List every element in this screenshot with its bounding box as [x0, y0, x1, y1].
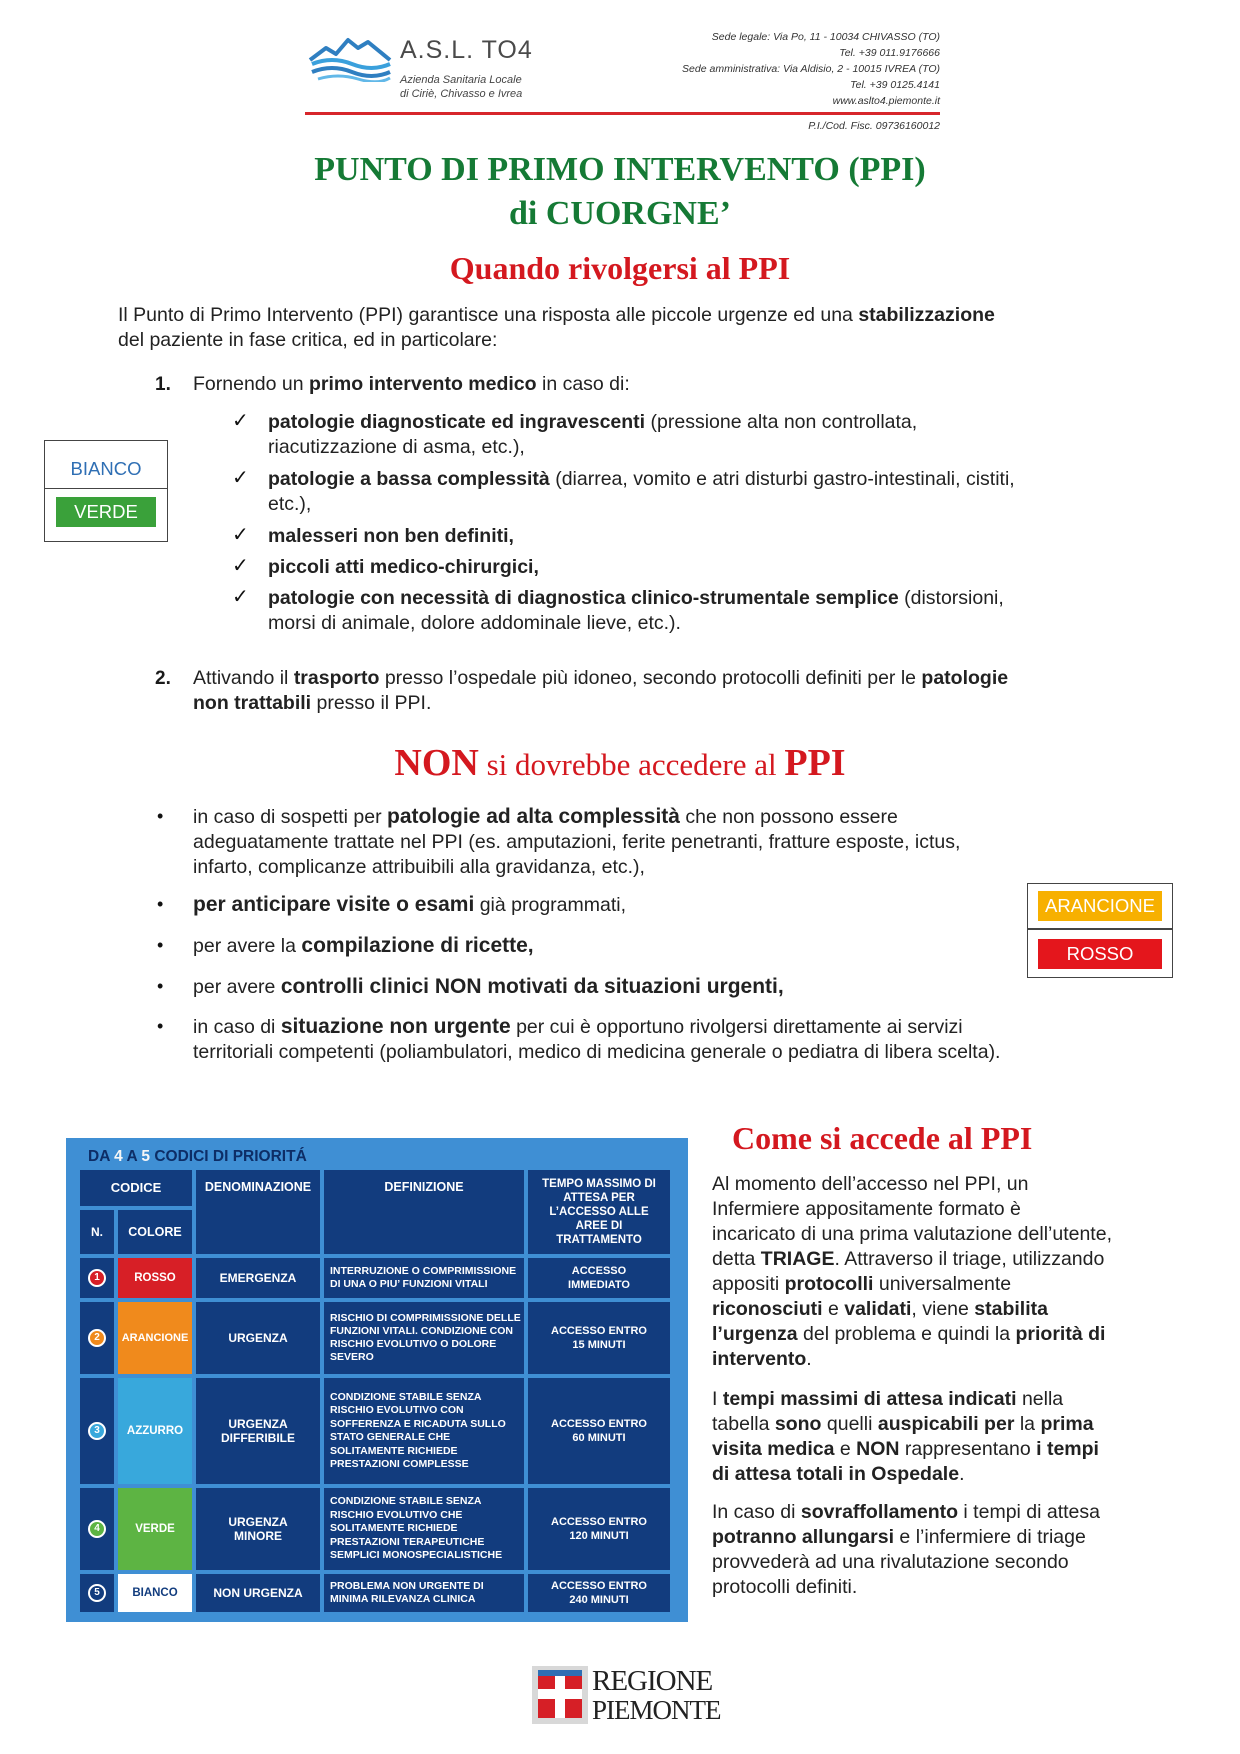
header-divider	[305, 112, 940, 115]
triage-row-3-tempo: ACCESSO ENTRO 60 MINUTI	[528, 1378, 670, 1484]
how-p3-line1-text: In caso di	[712, 1501, 801, 1523]
how-p2-line1-text: I	[712, 1388, 723, 1410]
check-item-5	[268, 586, 1148, 636]
non-item-4	[193, 974, 784, 1000]
triage-row-3-n-cell	[80, 1378, 114, 1484]
how-p1-line7-bold2: priorità di	[1015, 1323, 1106, 1345]
triage-row-5-colore: BIANCO	[118, 1574, 192, 1612]
how-p1-line8	[712, 1347, 1182, 1372]
regione-label: REGIONE	[592, 1665, 713, 1697]
list-item-1-text2: in caso di:	[536, 373, 630, 395]
checkmark-icon: ✓	[232, 586, 249, 608]
regione-piemonte-logo	[532, 1665, 721, 1725]
contact-vat: P.I./Cod. Fisc. 09736160012	[808, 120, 940, 132]
how-p3-line1-bold: sovraffollamento	[800, 1501, 959, 1523]
checkmark-icon: ✓	[232, 467, 249, 489]
non-item-5-text2: per cui è opportuno rivolgersi direttamente ai servizi	[510, 1016, 963, 1038]
list-item-2-bold2: patologie	[921, 667, 1009, 689]
non-item-5-line2: territoriali competenti (poliambulatori, medico di medicina generale o pediatra di libera scelta).	[193, 1041, 1001, 1063]
th-n: N.	[80, 1210, 114, 1254]
triage-row-1-number: 1	[88, 1269, 106, 1287]
check-item-3-bold: malesseri non ben definiti,	[268, 525, 514, 547]
low-priority-codes-box	[44, 440, 168, 542]
list-number-2: 2.	[155, 668, 171, 689]
how-p1-line1: Al momento dell’accesso nel PPI, un	[712, 1173, 1029, 1195]
intro-text-line2: del paziente in fase critica, ed in particolare:	[118, 329, 498, 351]
how-p2-line3-bold: visita medica	[712, 1438, 835, 1460]
section-title-when: Quando rivolgersi al PPI	[449, 250, 791, 286]
non-item-3-bold: compilazione di ricette,	[301, 934, 534, 957]
triage-table	[66, 1138, 688, 1622]
check-item-2	[268, 467, 1148, 517]
how-p3-line1	[712, 1500, 1182, 1525]
triage-row-4-number: 4	[88, 1520, 106, 1538]
non-item-4-bold: controlli clinici NON motivati da situazioni urgenti,	[280, 975, 784, 998]
list-item-1-text: Fornendo un	[193, 373, 310, 395]
section-title-non-ppi: PPI	[784, 742, 846, 784]
non-item-2-text: già programmati,	[474, 894, 627, 916]
codes-divider	[1028, 928, 1172, 930]
how-p3-line2-text: e l’infermiere di triage	[894, 1526, 1086, 1548]
how-p2-line3-text: e	[834, 1438, 857, 1460]
non-item-1-text: in caso di sospetti per	[193, 806, 388, 828]
list-item-2-text3: presso il PPI.	[311, 692, 432, 714]
triage-row-2-n-cell	[80, 1302, 114, 1374]
triage-row-3-definizione: CONDIZIONE STABILE SENZA RISCHIO EVOLUTIVO CON SOFFERENZA E RICADUTA SULLO STATO GENERALE CHE SOLITAMENTE RICHIEDE PRESTAZIONI COMPLESSE	[324, 1378, 524, 1484]
triage-row-4-n-cell	[80, 1488, 114, 1570]
how-p1-line4-text2: . Attraverso il triage, utilizzando	[834, 1248, 1105, 1270]
code-verde: VERDE	[56, 497, 156, 527]
how-p2-line3-bold2: NON	[856, 1438, 900, 1460]
bullet-icon: •	[157, 1016, 164, 1036]
intro-paragraph	[118, 303, 1128, 353]
how-p1-line2: Infermiere appositamente formato è	[712, 1198, 1021, 1220]
triage-row-2-tempo: ACCESSO ENTRO 15 MINUTI	[528, 1302, 670, 1374]
non-item-5-text: in caso di	[193, 1016, 281, 1038]
check-item-4-bold: piccoli atti medico-chirurgici,	[268, 556, 539, 578]
how-p1-line4-text: detta	[712, 1248, 761, 1270]
check-item-1-text: (pressione alta non controllata,	[645, 411, 918, 433]
triage-row-3-colore: AZZURRO	[118, 1378, 192, 1484]
list-item-2-bold: trasporto	[293, 667, 380, 689]
check-item-5-line2: morsi di animale, dolore addominale lieve, etc.).	[268, 612, 681, 634]
check-item-3	[268, 524, 514, 549]
non-item-1	[193, 804, 1093, 880]
how-p2-line2-bold3: prima	[1040, 1413, 1094, 1435]
triage-row-5-n-cell	[80, 1574, 114, 1612]
org-name: A.S.L. TO4	[400, 36, 533, 64]
list-item-2-bold3: non trattabili	[193, 692, 312, 714]
how-p3-line2-bold: potranno allungarsi	[712, 1526, 895, 1548]
page-title-line2: di CUORGNE’	[509, 195, 731, 232]
section-title-non	[0, 743, 1240, 785]
list-number-1: 1.	[155, 374, 171, 395]
how-p3-line4: protocolli definiti.	[712, 1576, 858, 1598]
piemonte-label: PIEMONTE	[592, 1695, 721, 1725]
asl-logo-icon	[308, 34, 392, 82]
th-codice: CODICE	[80, 1170, 192, 1206]
triage-row-5-number: 5	[88, 1584, 106, 1602]
high-priority-codes-box	[1027, 883, 1173, 978]
checkmark-icon: ✓	[232, 555, 249, 577]
triage-table-title	[74, 1146, 680, 1168]
check-item-4	[268, 555, 539, 580]
code-arancione: ARANCIONE	[1038, 891, 1162, 921]
how-p1-line6-bold: riconosciuti	[712, 1298, 823, 1320]
bullet-icon: •	[157, 894, 164, 914]
how-p1-line5-text: appositi	[712, 1273, 785, 1295]
check-item-5-text: (distorsioni,	[898, 587, 1004, 609]
check-item-1-bold: patologie diagnosticate ed ingravescenti	[268, 411, 646, 433]
triage-title-post: CODICI DI PRIORITÁ	[150, 1148, 307, 1165]
non-item-1-bold: patologie ad alta complessità	[387, 805, 680, 828]
how-p1-line6-bold2: validati	[844, 1298, 912, 1320]
contact-legal-address: Sede legale: Via Po, 11 - 10034 CHIVASSO (TO)	[711, 31, 940, 43]
how-p2-line4-text: .	[959, 1463, 965, 1485]
checkmark-icon: ✓	[232, 524, 249, 546]
triage-row-1-tempo: ACCESSO IMMEDIATO	[528, 1258, 670, 1298]
triage-row-3-denominazione: URGENZA DIFFERIBILE	[196, 1378, 320, 1484]
triage-title-n5: 5	[141, 1148, 151, 1165]
how-p2-line3	[712, 1437, 1182, 1462]
th-colore: COLORE	[118, 1210, 192, 1254]
section-title-non-word: NON	[394, 742, 479, 784]
triage-row-1-denominazione: EMERGENZA	[196, 1258, 320, 1298]
triage-title-n4: 4	[114, 1148, 123, 1165]
list-item-1	[193, 372, 630, 397]
section-title-how: Come si accede al PPI	[732, 1120, 1033, 1156]
check-item-2-line2: etc.),	[268, 493, 312, 515]
how-p3-line3: provvederà ad una rivalutazione secondo	[712, 1551, 1069, 1573]
code-rosso: ROSSO	[1038, 939, 1162, 969]
how-p1-line4-bold: TRIAGE	[760, 1248, 835, 1270]
how-p2-line2-bold: sono	[774, 1413, 822, 1435]
how-p1-line3: incaricato di una prima valutazione dell’utente,	[712, 1223, 1112, 1245]
how-p2-line1-bold: tempi massimi di attesa indicati	[722, 1388, 1017, 1410]
checkmark-icon: ✓	[232, 410, 249, 432]
how-p2-line2-bold2: auspicabili per	[877, 1413, 1015, 1435]
th-denominazione: DENOMINAZIONE	[196, 1170, 320, 1254]
bullet-icon: •	[157, 935, 164, 955]
non-item-1-line2: adeguatamente trattate nel PPI (es. amputazioni, ferite penetranti, fratture esposte, ictus,	[193, 831, 961, 853]
non-item-5-bold: situazione non urgente	[280, 1015, 511, 1038]
check-item-1-line2: riacutizzazione di asma, etc.),	[268, 436, 525, 458]
org-subtitle-line2: di Ciriè, Chivasso e Ivrea	[400, 88, 523, 100]
intro-bold: stabilizzazione	[858, 304, 995, 326]
how-p2-line3-text2: rappresentano	[899, 1438, 1037, 1460]
triage-row-2-definizione: RISCHIO DI COMPRIMISSIONE DELLE FUNZIONI VITALI. CONDIZIONE CON RISCHIO EVOLUTIVO O DOLORE SEVERO	[324, 1302, 524, 1374]
triage-row-1-definizione: INTERRUZIONE O COMPRIMISSIONE DI UNA O PIU’ FUNZIONI VITALI	[324, 1258, 524, 1298]
non-item-5	[193, 1014, 1193, 1065]
how-p2-line4	[712, 1462, 1182, 1487]
how-p1-line7-bold: l’urgenza	[712, 1323, 798, 1345]
list-item-2-text: Attivando il	[193, 667, 294, 689]
triage-row-2-number: 2	[88, 1329, 106, 1347]
how-paragraph-1	[712, 1172, 1182, 1372]
list-item-2-text2: presso l’ospedale più idoneo, secondo protocolli definiti per le	[379, 667, 922, 689]
triage-row-2-denominazione: URGENZA	[196, 1302, 320, 1374]
bullet-icon: •	[157, 806, 164, 826]
how-p1-line5-bold: protocolli	[784, 1273, 874, 1295]
list-item-2	[193, 666, 1153, 716]
how-p1-line6-text2: , viene	[911, 1298, 975, 1320]
how-p1-line8-bold: intervento	[712, 1348, 807, 1370]
intro-text: Il Punto di Primo Intervento (PPI) garantisce una risposta alle piccole urgenze ed una	[118, 304, 859, 326]
how-p1-line7-text: del problema e quindi la	[797, 1323, 1016, 1345]
how-p2-line2-text2: quelli	[821, 1413, 878, 1435]
how-p1-line5	[712, 1272, 1182, 1297]
triage-row-1-colore: ROSSO	[118, 1258, 192, 1298]
th-tempo: TEMPO MASSIMO DI ATTESA PER L’ACCESSO ALLE AREE DI TRATTAMENTO	[528, 1170, 670, 1254]
regione-shield-icon	[532, 1666, 588, 1724]
how-p3-line2	[712, 1525, 1182, 1550]
non-item-2	[193, 892, 626, 918]
how-p2-line4-bold: di attesa totali in Ospedale	[712, 1463, 960, 1485]
check-item-5-bold: patologie con necessità di diagnostica clinico-strumentale semplice	[268, 587, 899, 609]
how-p2-line3-bold3: i tempi	[1036, 1438, 1099, 1460]
triage-row-2-colore: ARANCIONE	[118, 1302, 192, 1374]
check-item-2-bold: patologie a bassa complessità	[268, 468, 550, 490]
how-p3-line1-text2: i tempi di attesa	[958, 1501, 1100, 1523]
how-p2-line2-text3: la	[1014, 1413, 1041, 1435]
triage-row-4-colore: VERDE	[118, 1488, 192, 1570]
triage-title-pre: DA	[88, 1148, 115, 1165]
check-item-2-text: (diarrea, vomito e atri disturbi gastro-intestinali, cistiti,	[549, 468, 1015, 490]
how-p2-line1	[712, 1387, 1182, 1412]
non-item-4-text: per avere	[193, 976, 281, 998]
how-paragraph-3	[712, 1500, 1182, 1600]
non-item-1-line3: infarto, complicanze attribuibili alla gravidanza, etc.),	[193, 856, 645, 878]
contact-website[interactable]: www.aslto4.piemonte.it	[832, 95, 940, 107]
how-p2-line2	[712, 1412, 1182, 1437]
non-item-3	[193, 933, 534, 959]
how-p1-line8-text: .	[806, 1348, 812, 1370]
how-p2-line2-text: tabella	[712, 1413, 775, 1435]
contact-admin-address: Sede amministrativa: Via Aldisio, 2 - 10015 IVREA (TO)	[682, 63, 940, 75]
bullet-icon: •	[157, 976, 164, 996]
non-item-2-bold: per anticipare visite o esami	[193, 893, 475, 916]
section-title-non-text: si dovrebbe accedere al	[478, 747, 785, 782]
how-p2-line1-text2: nella	[1016, 1388, 1064, 1410]
how-p1-line4	[712, 1247, 1182, 1272]
triage-title-mid: A	[122, 1148, 142, 1165]
org-subtitle-line1: Azienda Sanitaria Locale	[400, 74, 522, 86]
page-title-line1: PUNTO DI PRIMO INTERVENTO (PPI)	[314, 151, 926, 188]
code-bianco: BIANCO	[45, 451, 167, 489]
how-p1-line6-text: e	[822, 1298, 845, 1320]
triage-row-3-number: 3	[88, 1422, 106, 1440]
how-p1-line6	[712, 1297, 1182, 1322]
contact-admin-phone: Tel. +39 0125.4141	[850, 79, 940, 91]
triage-row-4-tempo: ACCESSO ENTRO 120 MINUTI	[528, 1488, 670, 1570]
triage-row-4-definizione: CONDIZIONE STABILE SENZA RISCHIO EVOLUTIVO CHE SOLITAMENTE RICHIEDE PRESTAZIONI TERAPEUTICHE SEMPLICI MONOSPECIALISTICHE	[324, 1488, 524, 1570]
list-item-1-bold: primo intervento medico	[309, 373, 537, 395]
triage-row-5-denominazione: NON URGENZA	[196, 1574, 320, 1612]
how-p1-line6-bold3: stabilita	[974, 1298, 1048, 1320]
how-paragraph-2	[712, 1387, 1182, 1487]
non-item-1-text2: che non possono essere	[679, 806, 898, 828]
triage-row-4-denominazione: URGENZA MINORE	[196, 1488, 320, 1570]
triage-row-5-definizione: PROBLEMA NON URGENTE DI MINIMA RILEVANZA CLINICA	[324, 1574, 524, 1612]
non-item-3-text: per avere la	[193, 935, 302, 957]
contact-legal-phone: Tel. +39 011.9176666	[839, 47, 940, 59]
th-definizione: DEFINIZIONE	[324, 1170, 524, 1254]
triage-row-5-tempo: ACCESSO ENTRO 240 MINUTI	[528, 1574, 670, 1612]
check-item-1	[268, 410, 1148, 460]
triage-row-1-n-cell	[80, 1258, 114, 1298]
how-p1-line7	[712, 1322, 1182, 1347]
how-p1-line5-text2: universalmente	[873, 1273, 1012, 1295]
